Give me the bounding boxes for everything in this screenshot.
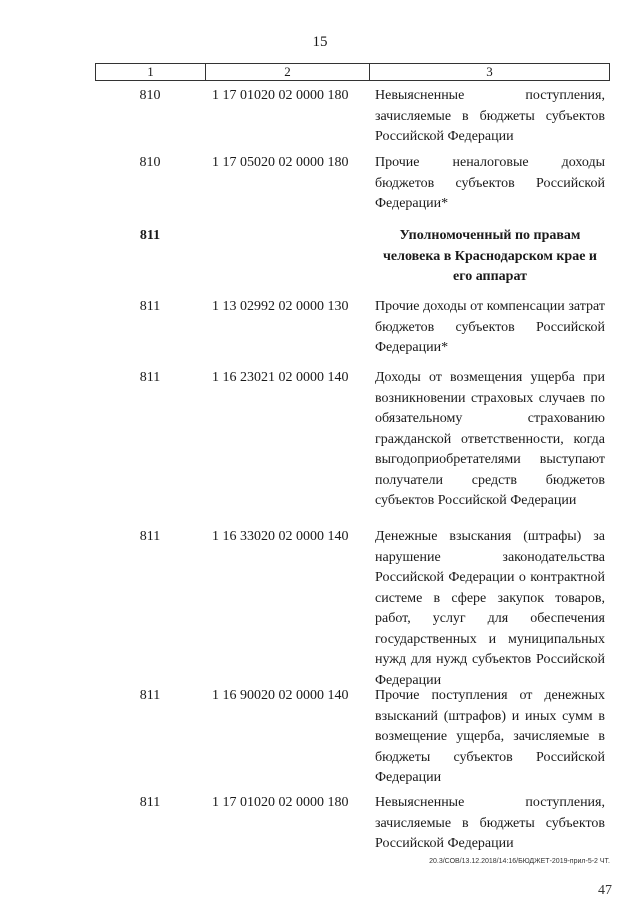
budget-classification-code: 1 17 01020 02 0000 180 bbox=[212, 795, 349, 810]
budget-classification-code: 1 17 05020 02 0000 180 bbox=[212, 155, 349, 170]
revenue-description: Невыясненные поступления, зачисляемые в бюджеты субъектов Российской Федерации bbox=[375, 795, 605, 851]
administrator-code: 811 bbox=[139, 370, 161, 385]
administrator-code: 811 bbox=[139, 795, 161, 810]
administrator-code: 811 bbox=[139, 688, 161, 703]
budget-classification-code: 1 16 33020 02 0000 140 bbox=[212, 529, 349, 544]
revenue-description: Прочие неналоговые доходы бюджетов субъектов Российской Федерации* bbox=[375, 155, 605, 211]
administrator-code: 811 bbox=[139, 299, 161, 314]
revenue-description: Прочие поступления от денежных взысканий (штрафов) и иных сумм в возмещение ущерба, зачисляемые в бюджеты субъектов Российской Федерации bbox=[375, 688, 605, 785]
administrator-code: 810 bbox=[139, 155, 161, 170]
revenue-description: Денежные взыскания (штрафы) за нарушение законодательства Российской Федерации о контрактной системе в сфере закупок товаров, работ, услуг для обеспечения государственных и муниципальных нужд для нужд субъектов Российской Федерации bbox=[375, 529, 605, 688]
page-number: 15 bbox=[312, 34, 328, 50]
administrator-code: 811 bbox=[139, 228, 161, 243]
administrator-name: Уполномоченный по правам человека в Краснодарском крае и его аппарат bbox=[383, 228, 597, 284]
revenue-description: Доходы от возмещения ущерба при возникновении страховых случаев по обязательному страхованию гражданской ответственности, когда выгодоприобретателями выступают получатели средств бюджетов субъектов Российской Федерации bbox=[375, 370, 605, 508]
column-header-3: 3 bbox=[486, 64, 493, 79]
table-header-row bbox=[95, 63, 610, 81]
revenue-description: Прочие доходы от компенсации затрат бюджетов субъектов Российской Федерации* bbox=[375, 299, 605, 355]
document-footer-note: 20.3/СОВ/13.12.2018/14:16/БЮДЖЕТ-2019-прил-5-2 ЧТ. bbox=[429, 858, 610, 865]
administrator-code: 810 bbox=[139, 88, 161, 103]
budget-classification-code: 1 17 01020 02 0000 180 bbox=[212, 88, 349, 103]
administrator-code: 811 bbox=[139, 529, 161, 544]
budget-classification-code: 1 13 02992 02 0000 130 bbox=[212, 299, 349, 314]
budget-classification-code: 1 16 23021 02 0000 140 bbox=[212, 370, 349, 385]
revenue-description: Невыясненные поступления, зачисляемые в бюджеты субъектов Российской Федерации bbox=[375, 88, 605, 144]
sheet-number: 47 bbox=[598, 883, 612, 898]
budget-classification-code: 1 16 90020 02 0000 140 bbox=[212, 688, 349, 703]
column-header-1: 1 bbox=[96, 64, 206, 80]
column-header-2: 2 bbox=[206, 64, 370, 80]
